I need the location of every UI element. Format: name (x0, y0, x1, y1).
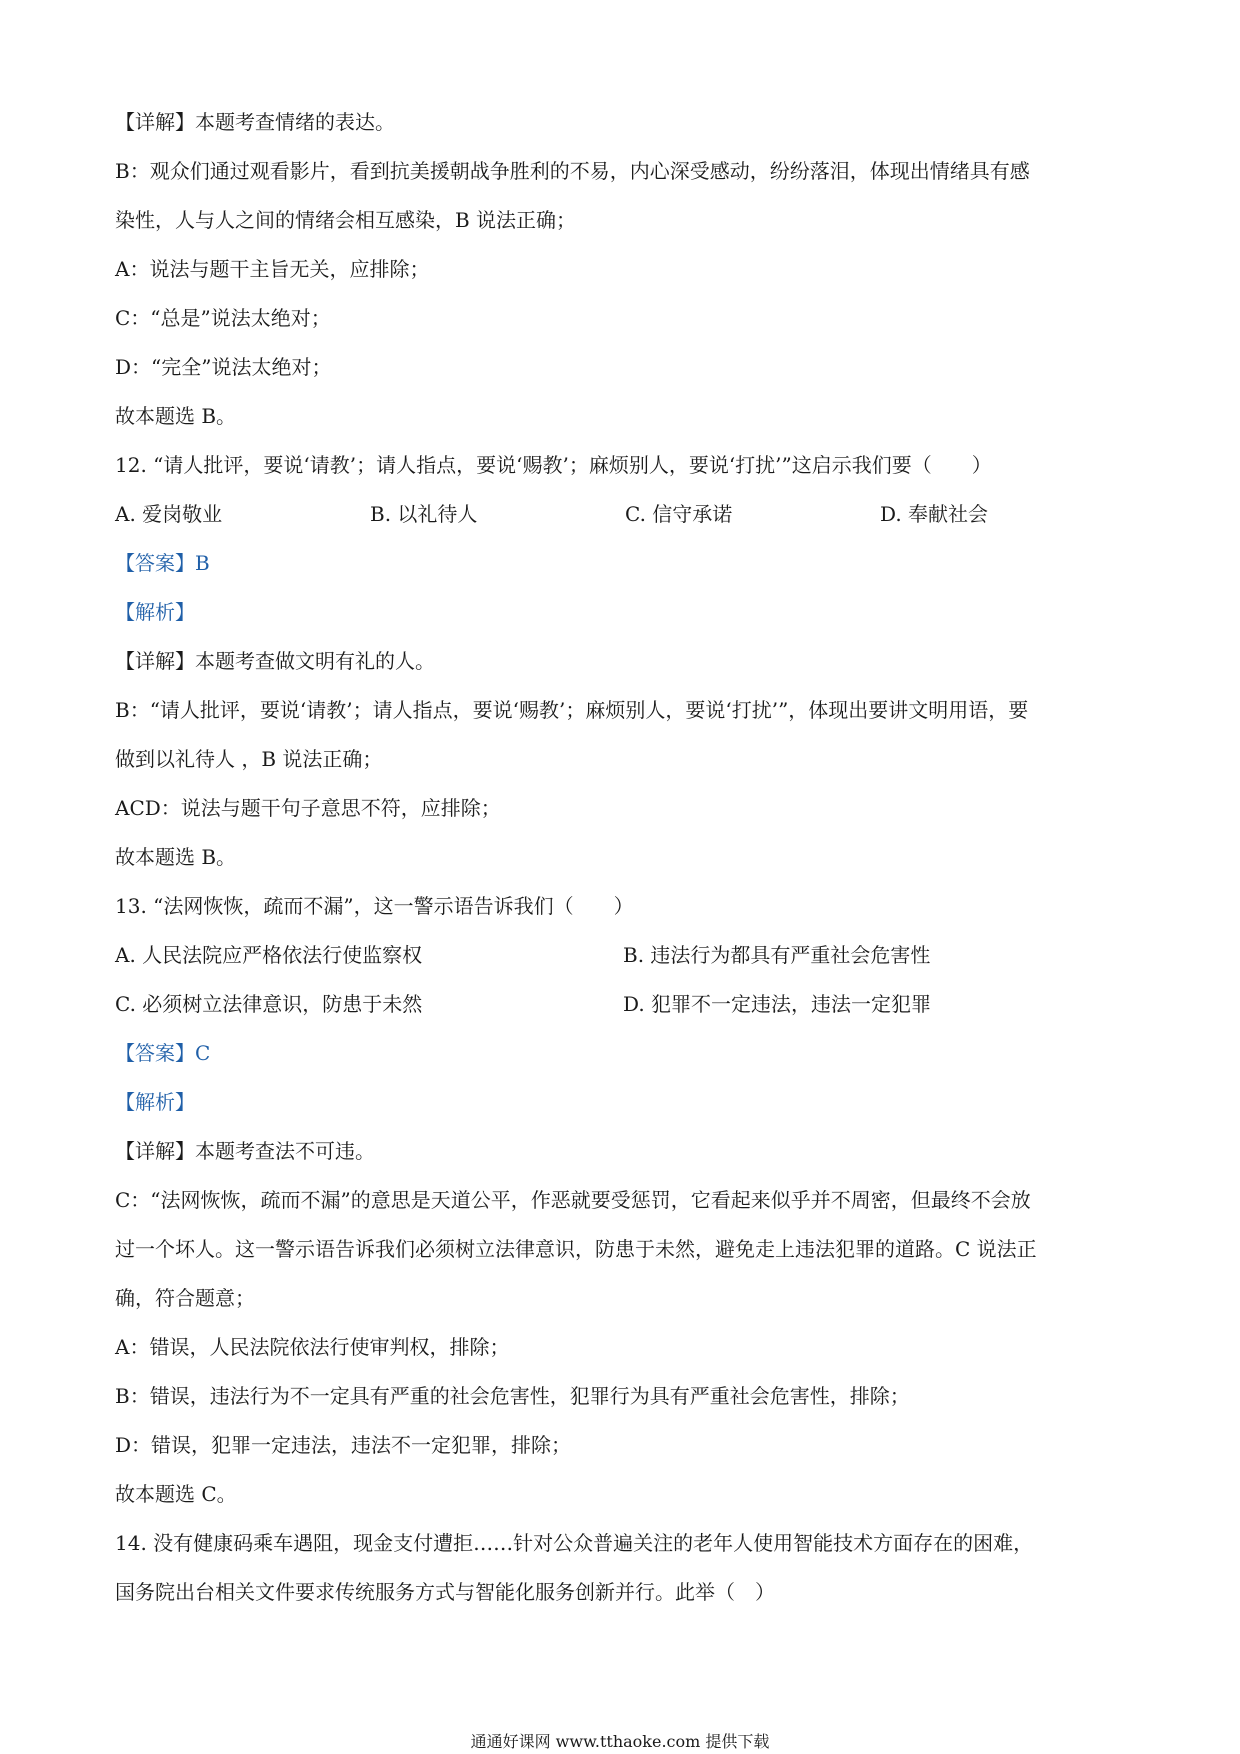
q13-detail-line: C：“法网恢恢，疏而不漏”的意思是天道公平，作恶就要受惩罚，它看起来似乎并不周密，但最终不会放 (115, 1188, 1031, 1212)
q12-analysis-label: 【解析】 (115, 600, 195, 624)
q13-conclusion: 故本题选 C。 (115, 1482, 237, 1506)
q13-option-c: C. 必须树立法律意识，防患于未然 (115, 992, 423, 1016)
q11-detail-line: A：说法与题干主旨无关，应排除； (115, 257, 430, 281)
q13-option-d: D. 犯罪不一定违法，违法一定犯罪 (623, 992, 932, 1016)
q13-detail-line: 确，符合题意； (115, 1286, 255, 1310)
q11-detail-line: D：“完全”说法太绝对； (115, 355, 332, 379)
q12-detail-heading: 【详解】本题考查做文明有礼的人。 (115, 649, 435, 673)
q11-detail-line: 染性，人与人之间的情绪会相互感染，B 说法正确； (115, 208, 577, 232)
q12-option-c: C. 信守承诺 (625, 502, 733, 526)
q14-stem-line: 国务院出台相关文件要求传统服务方式与智能化服务创新并行。此举（ ） (115, 1580, 775, 1604)
q12-option-a: A. 爱岗敬业 (115, 502, 223, 526)
q13-answer: 【答案】C (115, 1041, 211, 1065)
q12-option-d: D. 奉献社会 (880, 502, 989, 526)
q13-detail-line: 过一个坏人。这一警示语告诉我们必须树立法律意识，防患于未然，避免走上违法犯罪的道路。C 说法正 (115, 1237, 1037, 1261)
q12-stem: 12. “请人批评，要说‘请教’；请人指点，要说‘赐教’；麻烦别人，要说‘打扰’”这启示我们要（ ） (115, 453, 992, 477)
q13-stem: 13. “法网恢恢，疏而不漏”，这一警示语告诉我们（ ） (115, 894, 634, 918)
q13-option-a: A. 人民法院应严格依法行使监察权 (115, 943, 423, 967)
q13-detail-line: D：错误，犯罪一定违法，违法不一定犯罪，排除； (115, 1433, 572, 1457)
q12-answer: 【答案】B (115, 551, 210, 575)
q11-conclusion: 故本题选 B。 (115, 404, 237, 428)
q12-conclusion: 故本题选 B。 (115, 845, 237, 869)
q11-detail-line: B：观众们通过观看影片，看到抗美援朝战争胜利的不易，内心深受感动，纷纷落泪，体现出情绪具有感 (115, 159, 1030, 183)
q11-detail-heading: 【详解】本题考查情绪的表达。 (115, 110, 395, 134)
q12-detail-line: ACD：说法与题干句子意思不符，应排除； (115, 796, 501, 820)
q13-options-row-1 (115, 931, 1135, 980)
q14-stem-line: 14. 没有健康码乘车遇阻，现金支付遭拒……针对公众普遍关注的老年人使用智能技术方面存在的困难， (115, 1531, 1034, 1555)
q12-detail-line: B：“请人批评，要说‘请教’；请人指点，要说‘赐教’；麻烦别人，要说‘打扰’”，体现出要讲文明用语，要 (115, 698, 1029, 722)
q13-options-row-2 (115, 980, 1135, 1029)
q13-detail-line: B：错误，违法行为不一定具有严重的社会危害性，犯罪行为具有严重社会危害性，排除； (115, 1384, 910, 1408)
q13-detail-line: A：错误，人民法院依法行使审判权，排除； (115, 1335, 510, 1359)
document-page (115, 98, 1135, 1617)
q12-option-b: B. 以礼待人 (370, 502, 478, 526)
q12-detail-line: 做到以礼待人 ，B 说法正确； (115, 747, 383, 771)
q13-analysis-label: 【解析】 (115, 1090, 195, 1114)
q11-detail-line: C：“总是”说法太绝对； (115, 306, 331, 330)
q13-option-b: B. 违法行为都具有严重社会危害性 (623, 943, 931, 967)
q13-detail-heading: 【详解】本题考查法不可违。 (115, 1139, 375, 1163)
q12-options (115, 490, 1135, 539)
page-footer: 通通好课网 www.tthaoke.com 提供下载 (470, 1732, 770, 1751)
